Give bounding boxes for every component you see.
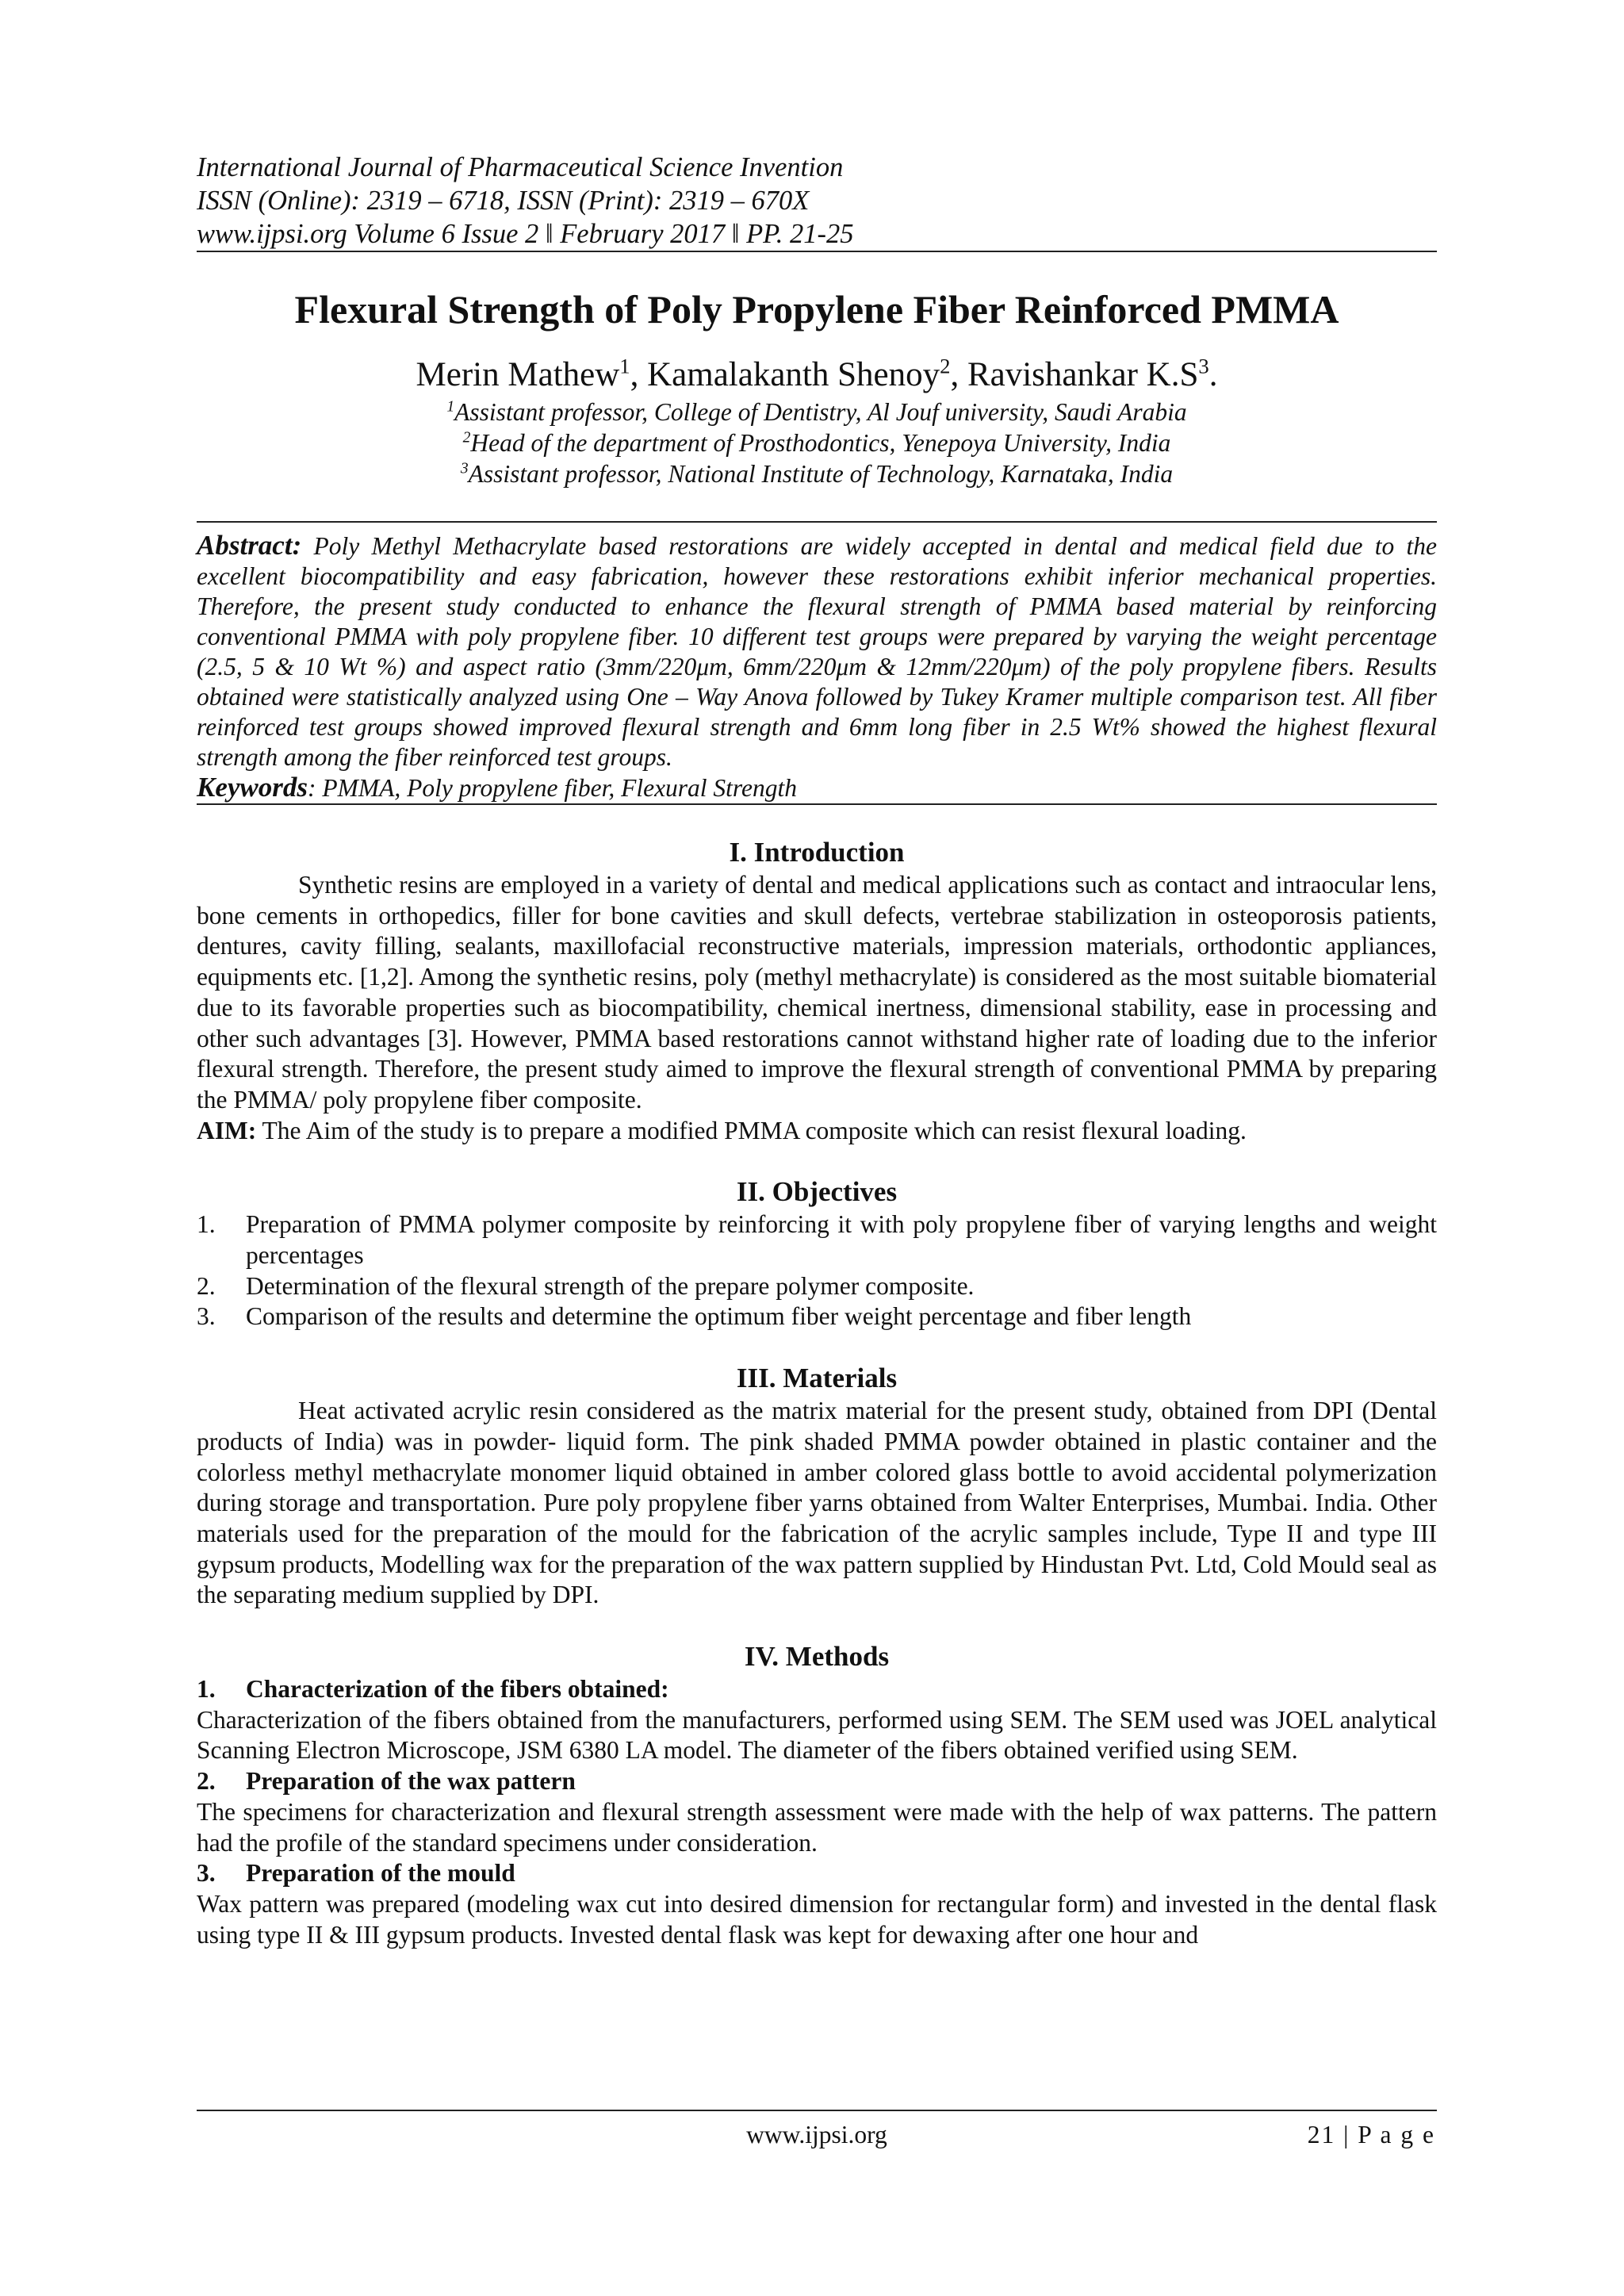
abstract-text: Poly Methyl Methacrylate based restorations are widely accepted in dental and medical field due to the excellent biocompatibility and easy fabrication, however these restorations exhibit inferior mechanical properties. Therefore, the present study conducted to enhance the flexural strength of PMMA based material by reinforcing conventional PMMA with poly propylene fiber. 10 different test groups were prepared by varying the weight percentage (2.5, 5 & 10 Wt %) and aspect ratio (3mm/220μm, 6mm/220μm & 12mm/220μm) of the poly propylene fibers. Results obtained were statistically analyzed using One – Way Anova followed by Tukey Kramer multiple comparison test. All fiber reinforced test groups showed improved flexural strength and 6mm long fiber in 2.5 Wt% showed the highest flexural strength among the fiber reinforced test groups.	[197, 532, 1437, 771]
author-sep: ,	[950, 356, 967, 393]
subsection-number: 2.	[197, 1767, 216, 1796]
subsection-title: Preparation of the wax pattern	[246, 1767, 576, 1796]
author-name: Merin Mathew	[416, 356, 620, 393]
affiliation-sup: 2	[462, 429, 471, 447]
section-heading-introduction: I. Introduction	[729, 837, 905, 868]
keywords-label: Keywords	[197, 772, 308, 803]
affiliation-list	[197, 397, 1437, 489]
list-text: Determination of the flexural strength of the prepare polymer composite.	[246, 1271, 975, 1300]
list-item	[197, 1271, 1437, 1302]
list-item	[197, 1209, 1437, 1271]
list-number: 2.	[197, 1271, 216, 1300]
article-page	[197, 151, 1437, 1950]
footer-url[interactable]: www.ijpsi.org	[746, 2121, 887, 2148]
list-text: Comparison of the results and determine the optimum fiber weight percentage and fiber length	[246, 1302, 1192, 1331]
abstract-top-rule	[197, 521, 1437, 523]
affiliation	[197, 427, 1437, 458]
journal-header	[197, 151, 1437, 251]
author-sup: 1	[619, 354, 630, 378]
author-sep: .	[1208, 356, 1218, 393]
section-heading-materials: III. Materials	[736, 1363, 898, 1394]
introduction-paragraph: Synthetic resins are employed in a variety of dental and medical applications such as contact and intraocular lens, bone cements in orthopedics, filler for bone cavities and skull defects, vertebrae stabilization in osteoporosis patients, dentures, cavity filling, sealants, maxillofacial reconstructive materials, impression materials, orthodontic appliances, equipments etc. [1,2]. Among the synthetic resins, poly (methyl methacrylate) is considered as the most suitable biomaterial due to its favorable properties such as biocompatibility, chemical inertness, dimensional stability, ease in processing and other such advantages [3]. However, PMMA based restorations cannot withstand higher rate of loading due to the inferior flexural strength. Therefore, the present study aimed to improve the flexural strength of conventional PMMA by preparing the PMMA/ poly propylene fiber composite.	[197, 871, 1437, 1114]
page-footer	[197, 2110, 1437, 2148]
footer-rule	[197, 2110, 1437, 2111]
author-name: Ravishankar K.S	[967, 356, 1199, 393]
affiliation	[197, 397, 1437, 427]
objectives-list	[197, 1209, 1437, 1332]
journal-issn: ISSN (Online): 2319 – 6718, ISSN (Print): 2319 – 670X	[197, 186, 810, 216]
aim-label: AIM:	[197, 1116, 257, 1144]
section-heading-methods: IV. Methods	[744, 1641, 890, 1673]
subsection-number: 3.	[197, 1859, 216, 1888]
affiliation	[197, 458, 1437, 489]
section-heading-objectives: II. Objectives	[736, 1176, 898, 1208]
author-list	[197, 354, 1437, 397]
aim-text: The Aim of the study is to prepare a modified PMMA composite which can resist flexural loading.	[256, 1116, 1247, 1144]
list-number: 3.	[197, 1302, 216, 1331]
aim-statement	[197, 1116, 1437, 1147]
abstract	[197, 531, 1437, 772]
subsection-number: 1.	[197, 1675, 216, 1704]
keywords-text: : PMMA, Poly propylene fiber, Flexural Strength	[308, 774, 798, 802]
list-item	[197, 1301, 1437, 1332]
keywords	[197, 772, 1437, 803]
journal-name: International Journal of Pharmaceutical Science Invention	[197, 152, 844, 182]
author-sep: ,	[630, 356, 648, 393]
author-sup: 2	[940, 354, 951, 378]
subsection-paragraph: The specimens for characterization and flexural strength assessment were made with the help of wax patterns. The pattern had the profile of the standard specimens under consideration.	[197, 1797, 1437, 1857]
affiliation-text: Assistant professor, College of Dentistry, Al Jouf university, Saudi Arabia	[454, 398, 1187, 426]
subsection-title: Characterization of the fibers obtained:	[246, 1675, 669, 1704]
subsection-heading	[197, 1858, 1437, 1889]
article-title: Flexural Strength of Poly Propylene Fiber Reinforced PMMA	[294, 287, 1339, 332]
subsection-paragraph: Wax pattern was prepared (modeling wax cut into desired dimension for rectangular form) and invested in the dental flask using type II & III gypsum products. Invested dental flask was kept for dewaxing after one hour and	[197, 1889, 1437, 1949]
affiliation-text: Assistant professor, National Institute of Technology, Karnataka, India	[468, 460, 1174, 488]
abstract-label: Abstract:	[197, 530, 302, 561]
affiliation-text: Head of the department of Prosthodontics, Yenepoya University, India	[470, 429, 1171, 457]
subsection-heading	[197, 1674, 1437, 1705]
journal-volume: www.ijpsi.org Volume 6 Issue 2 ǁ February 2017 ǁ PP. 21-25	[197, 219, 854, 249]
subsection-heading	[197, 1766, 1437, 1797]
abstract-bottom-rule	[197, 803, 1437, 805]
list-text: Preparation of PMMA polymer composite by reinforcing it with poly propylene fiber of varying lengths and weight percentages	[246, 1210, 1437, 1270]
affiliation-sup: 3	[460, 460, 469, 477]
list-number: 1.	[197, 1210, 216, 1239]
subsection-title: Preparation of the mould	[246, 1859, 515, 1888]
affiliation-sup: 1	[446, 398, 455, 416]
materials-paragraph: Heat activated acrylic resin considered as the matrix material for the present study, obtained from DPI (Dental products of India) was in powder- liquid form. The pink shaded PMMA powder obtained in plastic container and the colorless methyl methacrylate monomer liquid obtained in amber colored glass bottle to avoid accidental polymerization during storage and transportation. Pure poly propylene fiber yarns obtained from Walter Enterprises, Mumbai. India. Other materials used for the preparation of the mould for the fabrication of the acrylic samples include, Type II and type III gypsum products, Modelling wax for the preparation of the wax pattern supplied by Hindustan Pvt. Ltd, Cold Mould seal as the separating medium supplied by DPI.	[197, 1397, 1437, 1609]
header-rule	[197, 251, 1437, 252]
author-sup: 3	[1198, 354, 1209, 378]
page-number: 21 | P a g e	[1307, 2121, 1435, 2148]
subsection-paragraph: Characterization of the fibers obtained from the manufacturers, performed using SEM. The SEM used was JOEL analytical Scanning Electron Microscope, JSM 6380 LA model. The diameter of the fibers obtained verified using SEM.	[197, 1705, 1437, 1765]
author-name: Kamalakanth Shenoy	[647, 356, 940, 393]
